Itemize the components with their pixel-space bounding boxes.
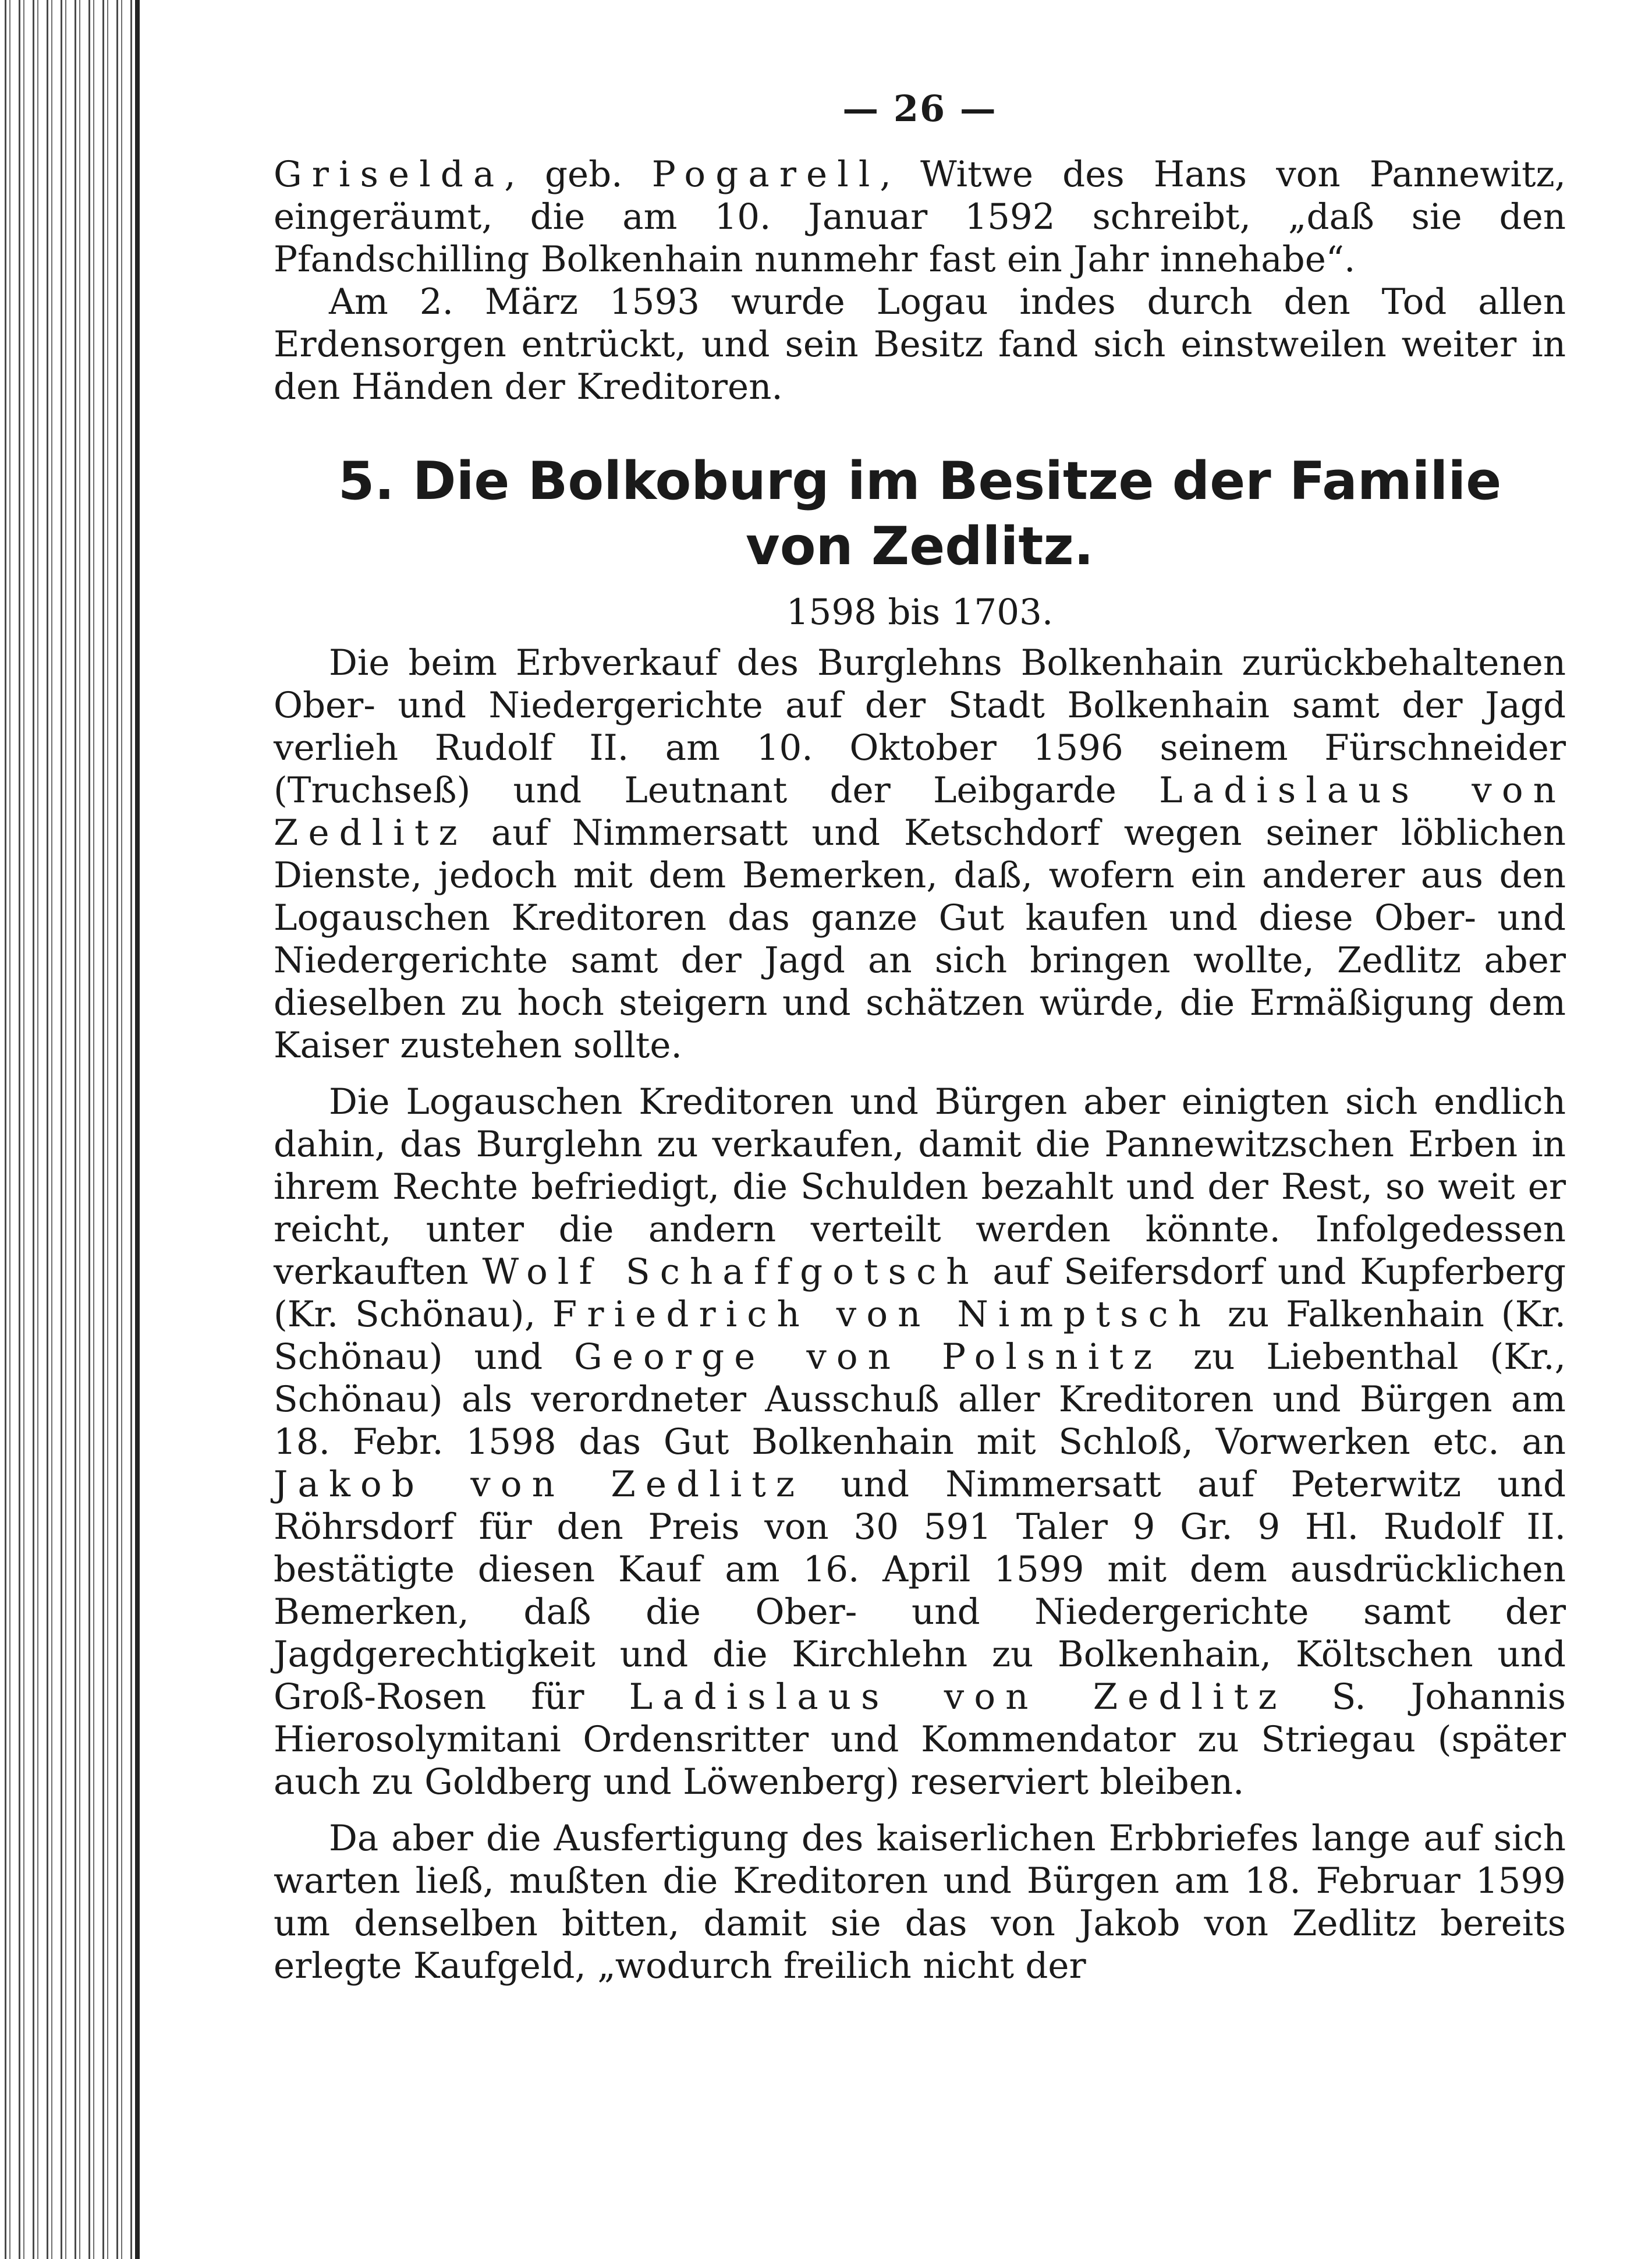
name-griselda: Griselda (274, 154, 505, 195)
paragraph-text: zu Falkenhain (Kr. Schönau) und (274, 1294, 1566, 1378)
name-ladislaus: Ladislaus von Zedlitz (274, 770, 1566, 854)
paragraph-text: , geb. (504, 154, 652, 195)
page-number: — 26 — (842, 87, 997, 130)
name-wolf-schaffgotsch: Wolf Schaffgotsch (482, 1251, 979, 1293)
paragraph-gap (274, 1067, 1566, 1081)
paragraph-text: auf Seifersdorf und Kupferberg (Kr. Schönau), (274, 1251, 1566, 1335)
paragraph-erbverkauf (274, 642, 1566, 1067)
paragraph-text: , Witwe des Hans von Pannewitz, eingeräumt, die am 10. Januar 1592 schreibt, „daß sie den Pfandschilling Bolkenhain nunmehr fast ein Jahr innehabe“. (274, 154, 1566, 280)
paragraph-text: auf Nimmersatt und Ketschdorf wegen seiner löblichen Dienste, jedoch mit dem Bemerken, daß, wofern ein anderer aus den Logauschen Kreditoren das ganze Gut kaufen und diese Ober- und Niedergerichte samt der Jagd an sich bringen wollte, Zedlitz aber dieselben zu hoch steigern und schätzen würde, die Ermäßigung dem Kaiser zustehen sollte. (274, 812, 1566, 1066)
section-dates: 1598 bis 1703. (786, 592, 1054, 633)
section-heading: 5. Die Bolkoburg im Besitze der Familie von Zedlitz. (338, 451, 1502, 577)
name-friedrich-nimptsch: Friedrich von Nimptsch (552, 1294, 1211, 1335)
name-ladislaus-zedlitz: Ladislaus von Zedlitz (629, 1676, 1287, 1718)
name-jakob-zedlitz: Jakob von Zedlitz (274, 1464, 805, 1505)
paragraph-kreditoren (274, 1081, 1566, 1803)
name-pogarell: Pogarell (651, 154, 880, 195)
binding-gutter (0, 0, 140, 2259)
name-george-polsnitz: George von Polsnitz (574, 1336, 1162, 1378)
paragraph-text: und Nimmersatt auf Peterwitz und Röhrsdorf für den Preis von 30 591 Taler 9 Gr. 9 Hl. Rudolf II. bestätigte diesen Kauf am 16. April 1599 mit dem ausdrücklichen Bemerken, daß die Ober- und Niedergerichte samt der Jagdgerechtigkeit und die Kirchlehn zu Bolkenhain, Költschen und Groß-Rosen für (274, 1464, 1566, 1718)
binding-edge (135, 0, 140, 2259)
page (274, 87, 1566, 1987)
paragraph-gap (274, 1803, 1566, 1817)
paragraph-griselda (274, 153, 1566, 281)
paragraph-text: zu Liebenthal (Kr., Schönau) als verordneter Ausschuß aller Kreditoren und Bürgen am 18. Febr. 1598 das Gut Bolkenhain mit Schloß, Vorwerken etc. an (274, 1336, 1566, 1463)
paragraph-text: Die Logauschen Kreditoren und Bürgen aber einigten sich endlich dahin, das Burglehn zu verkaufen, damit die Pannewitzschen Erben in ihrem Rechte befriedigt, die Schulden bezahlt und der Rest, so weit er reicht, unter die andern verteilt werden könnte. Infolgedessen verkauften (274, 1081, 1566, 1293)
paragraph-logau-death: Am 2. März 1593 wurde Logau indes durch den Tod allen Erdensorgen entrückt, und sein Besitz fand sich einstweilen weiter in den Händen der Kreditoren. (274, 281, 1566, 408)
paragraph-text: S. Johannis Hierosolymitani Ordensritter und Kommendator zu Striegau (später auch zu Goldberg und Löwenberg) reserviert bleiben. (274, 1676, 1566, 1803)
paragraph-erbbrief: Da aber die Ausfertigung des kaiserlichen Erbbriefes lange auf sich warten ließ, mußten die Kreditoren und Bürgen am 18. Februar 1599 um denselben bitten, damit sie das von Jakob von Zedlitz bereits erlegte Kaufgeld, „wodurch freilich nicht der (274, 1818, 1566, 1987)
paragraph-text: Die beim Erbverkauf des Burglehns Bolkenhain zurückbehaltenen Ober- und Niedergerichte auf der Stadt Bolkenhain samt der Jagd verlieh Rudolf II. am 10. Oktober 1596 seinem Fürschneider (Truchseß) und Leutnant der Leibgarde (274, 642, 1566, 811)
